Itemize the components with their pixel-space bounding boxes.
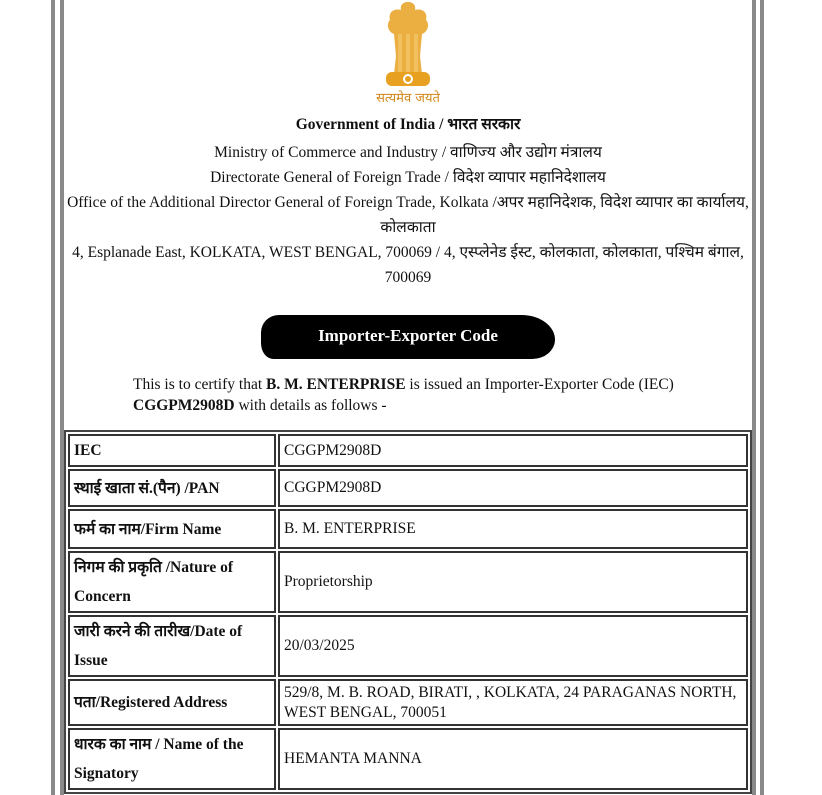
government-title: Government of India / भारत सरकार	[295, 116, 521, 133]
certify-iec-code: CGGPM2908D	[133, 397, 235, 414]
ministry-line: Ministry of Commerce and Industry / वाणिज्य और उद्योग मंत्रालय	[214, 144, 602, 161]
emblem-motto: सत्यमेव जयते	[376, 91, 440, 106]
office-line-2: कोलकाता	[380, 219, 436, 236]
certify-suffix: with details as follows -	[234, 397, 387, 414]
table-row	[68, 434, 748, 467]
address-line-1: 4, Esplanade East, KOLKATA, WEST BENGAL, 700069 / 4, एस्प्लेनेड ईस्ट, कोलकाता, कोलकाता, पश्चिम बंगाल,	[72, 244, 744, 261]
row-label-signatory: धारक का नाम / Name of the Signatory	[68, 728, 276, 790]
row-label-firm-name: फर्म का नाम/Firm Name	[68, 509, 276, 549]
row-value-registered-address: 529/8, M. B. ROAD, BIRATI, , KOLKATA, 24 PARAGANAS NORTH, WEST BENGAL, 700051	[278, 679, 748, 726]
page-border-left-outer	[51, 0, 55, 795]
row-value-firm-name: B. M. ENTERPRISE	[278, 509, 748, 549]
row-label-nature-of-concern: निगम की प्रकृति /Nature of Concern	[68, 551, 276, 613]
address-line-2: 700069	[384, 269, 432, 286]
certify-prefix: This is to certify that	[133, 376, 267, 393]
table-row	[68, 551, 748, 613]
certify-middle: is issued an Importer-Exporter Code (IEC)	[405, 376, 674, 393]
table-row	[68, 615, 748, 677]
certificate-page	[64, 0, 752, 795]
page-border-right-inner	[752, 0, 756, 795]
certification-statement	[133, 374, 733, 416]
row-value-iec: CGGPM2908D	[278, 434, 748, 467]
row-value-date-of-issue: 20/03/2025	[278, 615, 748, 677]
row-label-date-of-issue: जारी करने की तारीख/Date of Issue	[68, 615, 276, 677]
table-row	[68, 679, 748, 726]
table-row	[68, 728, 748, 790]
directorate-line: Directorate General of Foreign Trade / विदेश व्यापार महानिदेशालय	[210, 169, 606, 186]
iec-banner: Importer-Exporter Code	[261, 315, 555, 359]
table-row	[68, 469, 748, 507]
table-row	[68, 509, 748, 549]
row-value-pan: CGGPM2908D	[278, 469, 748, 507]
row-value-nature-of-concern: Proprietorship	[278, 551, 748, 613]
page-border-right-outer	[760, 0, 764, 795]
row-label-iec: IEC	[68, 434, 276, 467]
row-value-signatory: HEMANTA MANNA	[278, 728, 748, 790]
certify-firm-name: B. M. ENTERPRISE	[266, 376, 406, 393]
office-line-1: Office of the Additional Director General of Foreign Trade, Kolkata /अपर महानिदेशक, विदेश व्यापार का कार्यालय,	[67, 194, 749, 211]
iec-details-table	[64, 430, 752, 794]
row-label-registered-address: पता/Registered Address	[68, 679, 276, 726]
row-label-pan: स्थाई खाता सं.(पैन) /PAN	[68, 469, 276, 507]
